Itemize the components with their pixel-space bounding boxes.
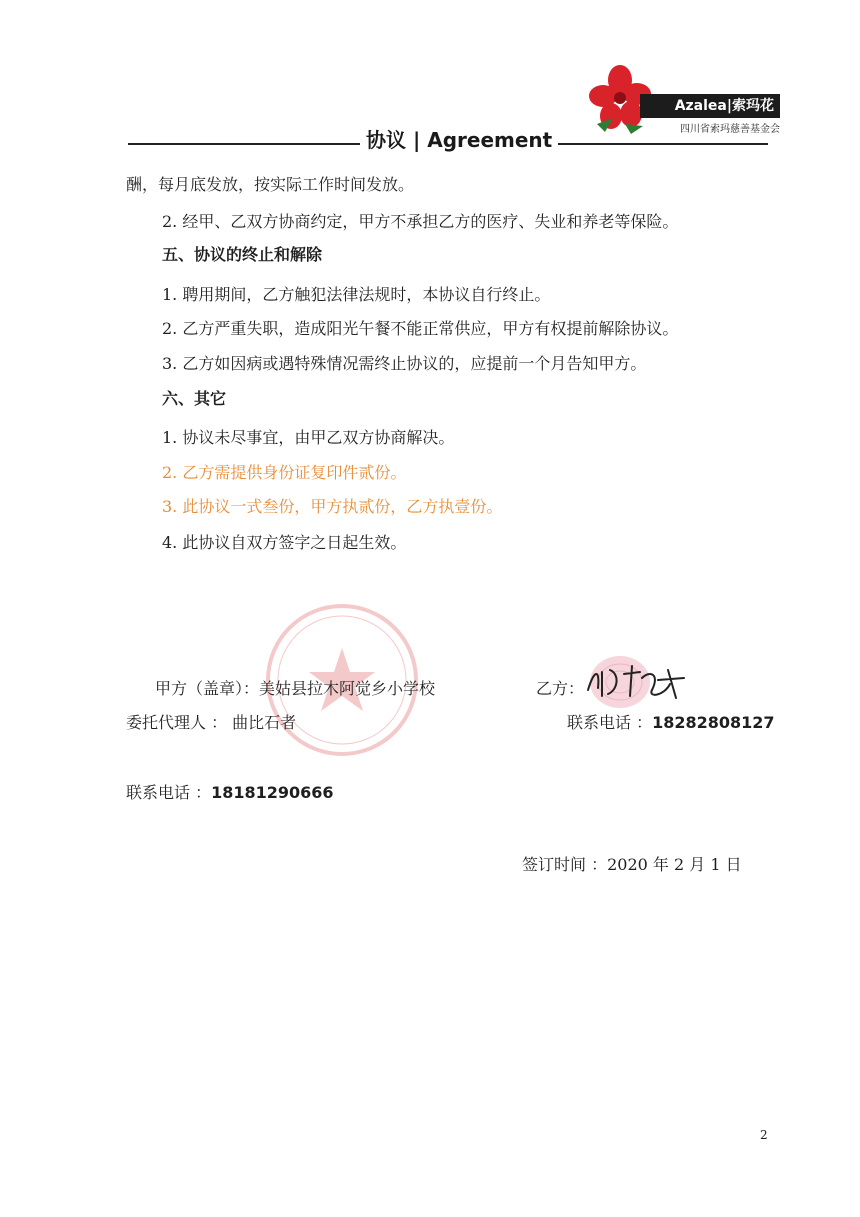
item-5-3: 3. 乙方如因病或遇特殊情况需终止协议的，应提前一个月告知甲方。 [162,354,647,373]
paragraph-continuation: 酬，每月底发放，按实际工作时间发放。 [126,175,415,194]
logo-cn: 索玛花 [732,98,774,114]
logo-en: Azalea [674,98,727,114]
page-title: 协议 | Agreement [360,124,558,153]
item-5-1: 1. 聘用期间，乙方触犯法律法规时，本协议自行终止。 [162,285,551,304]
party-b-label: 乙方： [536,679,585,698]
item-6-1: 1. 协议未尽事宜，由甲乙双方协商解决。 [162,428,455,447]
logo-org-name: 四川省索玛慈善基金会 [680,124,780,135]
item-5-2: 2. 乙方严重失职，造成阳光午餐不能正常供应，甲方有权提前解除协议。 [162,319,679,338]
section-5-heading: 五、协议的终止和解除 [162,245,323,264]
party-a-phone-label: 联系电话 ： [126,783,212,802]
page-number: 2 [760,1128,768,1142]
item-6-3: 3. 此协议一式叁份，甲方执贰份，乙方执壹份。 [162,497,503,516]
item-4-2: 2. 经甲、乙双方协商约定，甲方不承担乙方的医疗、失业和养老等保险。 [162,212,679,231]
party-a-phone-number: 18181290666 [211,783,334,802]
logo-banner: Azalea|索玛花 [640,94,780,118]
party-b-phone-number: 18282808127 [652,713,775,732]
agent-label: 委托代理人 ： 曲比石者 [126,713,297,732]
party-b-phone [567,710,775,733]
section-6-heading: 六、其它 [162,389,227,408]
party-a-label: 甲方（盖章）：美姑县拉木阿觉乡小学校 [155,679,436,698]
party-b-signature [580,660,690,705]
item-6-2: 2. 乙方需提供身份证复印件贰份。 [162,463,407,482]
party-a-phone [126,780,334,803]
sign-date: 签订时间 ：2020 年 2 月 1 日 [522,855,742,874]
item-6-4: 4. 此协议自双方签字之日起生效。 [162,533,407,552]
party-b-phone-label: 联系电话 ： [567,713,653,732]
